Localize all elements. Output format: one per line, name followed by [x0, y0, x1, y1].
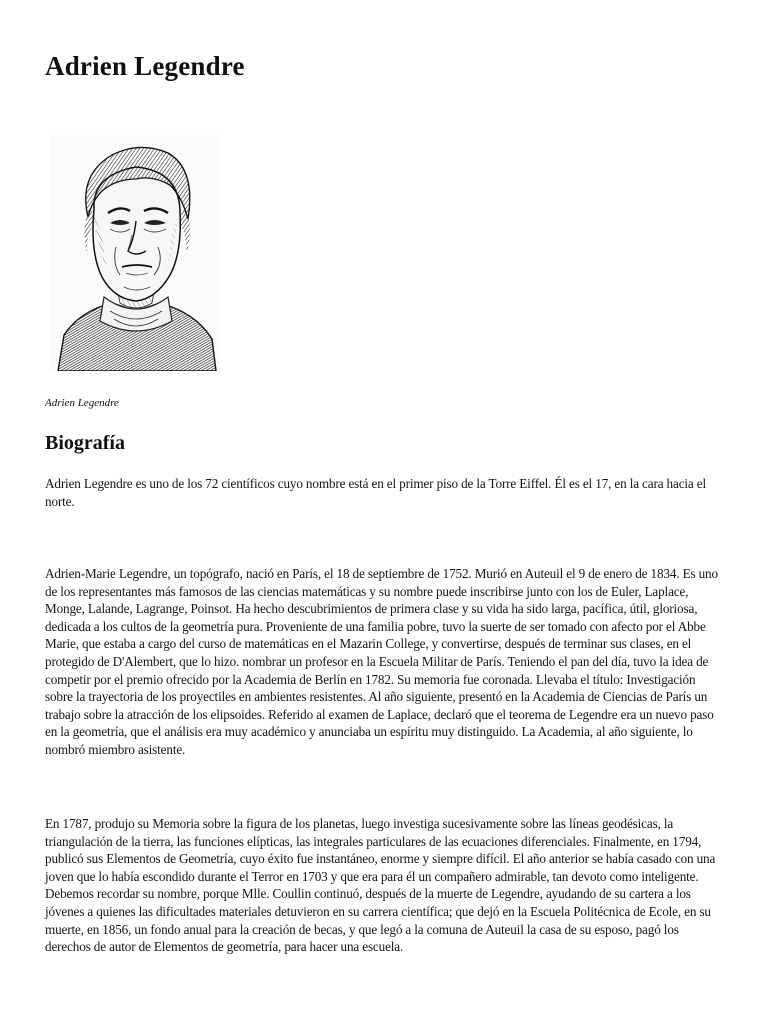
- paragraph: Adrien Legendre es uno de los 72 científicos cuyo nombre está en el primer piso de la Torre Eiffel. Él es el 17, en la cara hacia el norte.: [45, 476, 706, 509]
- portrait-image: [50, 135, 220, 371]
- paragraph: Adrien-Marie Legendre, un topógrafo, nació en París, el 18 de septiembre de 1752. Murió en Auteuil el 9 de enero de 1834. Es uno de los representantes más famosos de las ciencias matemáticas y su nombre puede inscribirse junto con los de Euler, Laplace, Monge, Lalande, Lagrange, Poinsot. Ha hecho descubrimientos de primera clase y su vida ha sido larga, pacífica, útil, gloriosa, dedicada a los cultos de la geometría pura. Proveniente de una familia pobre, tuvo la suerte de ser tomado con afecto por el Abbe Marie, que estaba a cargo del curso de matemáticas en el Mazarin College, y convertirse, después de terminar sus clases, en el protegido de D'Alembert, que lo hizo. nombrar un profesor en la Escuela Militar de París. Teniendo el pan del día, tuvo la idea de competir por el premio ofrecido por la Academia de Berlín en 1782. Su memoria fue coronada. Llevaba el título: Investigación sobre la trayectoria de los proyectiles en ambientes resistentes. Al año siguiente, presentó en la Academia de Ciencias de París un trabajo sobre la atracción de los elipsoides. Referido al examen de Laplace, declaró que el teorema de Legendre era un nuevo paso en la geometría, que el análisis era muy académico y anunciaba un espíritu muy distinguido. La Academia, al año siguiente, lo nombró miembro asistente.: [45, 566, 718, 757]
- section-heading: Biografía: [45, 432, 125, 454]
- portrait-engraving-icon: [50, 135, 220, 371]
- image-caption: Adrien Legendre: [45, 397, 119, 409]
- page-title: Adrien Legendre: [45, 51, 245, 81]
- paragraph: En 1787, produjo su Memoria sobre la figura de los planetas, luego investiga sucesivamente sobre las líneas geodésicas, la triangulación de la tierra, las funciones elípticas, las integrales particulares de las ecuaciones diferenciales. Finalmente, en 1794, publicó sus Elementos de Geometría, cuyo éxito fue instantáneo, enorme y siempre difícil. El año anterior se había casado con una joven que lo había escondido durante el Terror en 1703 y que era para él un compañero admirable, tan devoto como inteligente. Debemos recordar su nombre, porque Mlle. Coullin continuó, después de la muerte de Legendre, ayudando de su cartera a los jóvenes a quienes las dificultades materiales detuvieron en su carrera científica; que dejó en la Escuela Politécnica de Ecole, en su muerte, en 1856, un fondo anual para la creación de becas, y que legó a la comuna de Auteuil la casa de su esposo, pagó los derechos de autor de Elementos de geometría, para hacer una escuela.: [45, 816, 716, 955]
